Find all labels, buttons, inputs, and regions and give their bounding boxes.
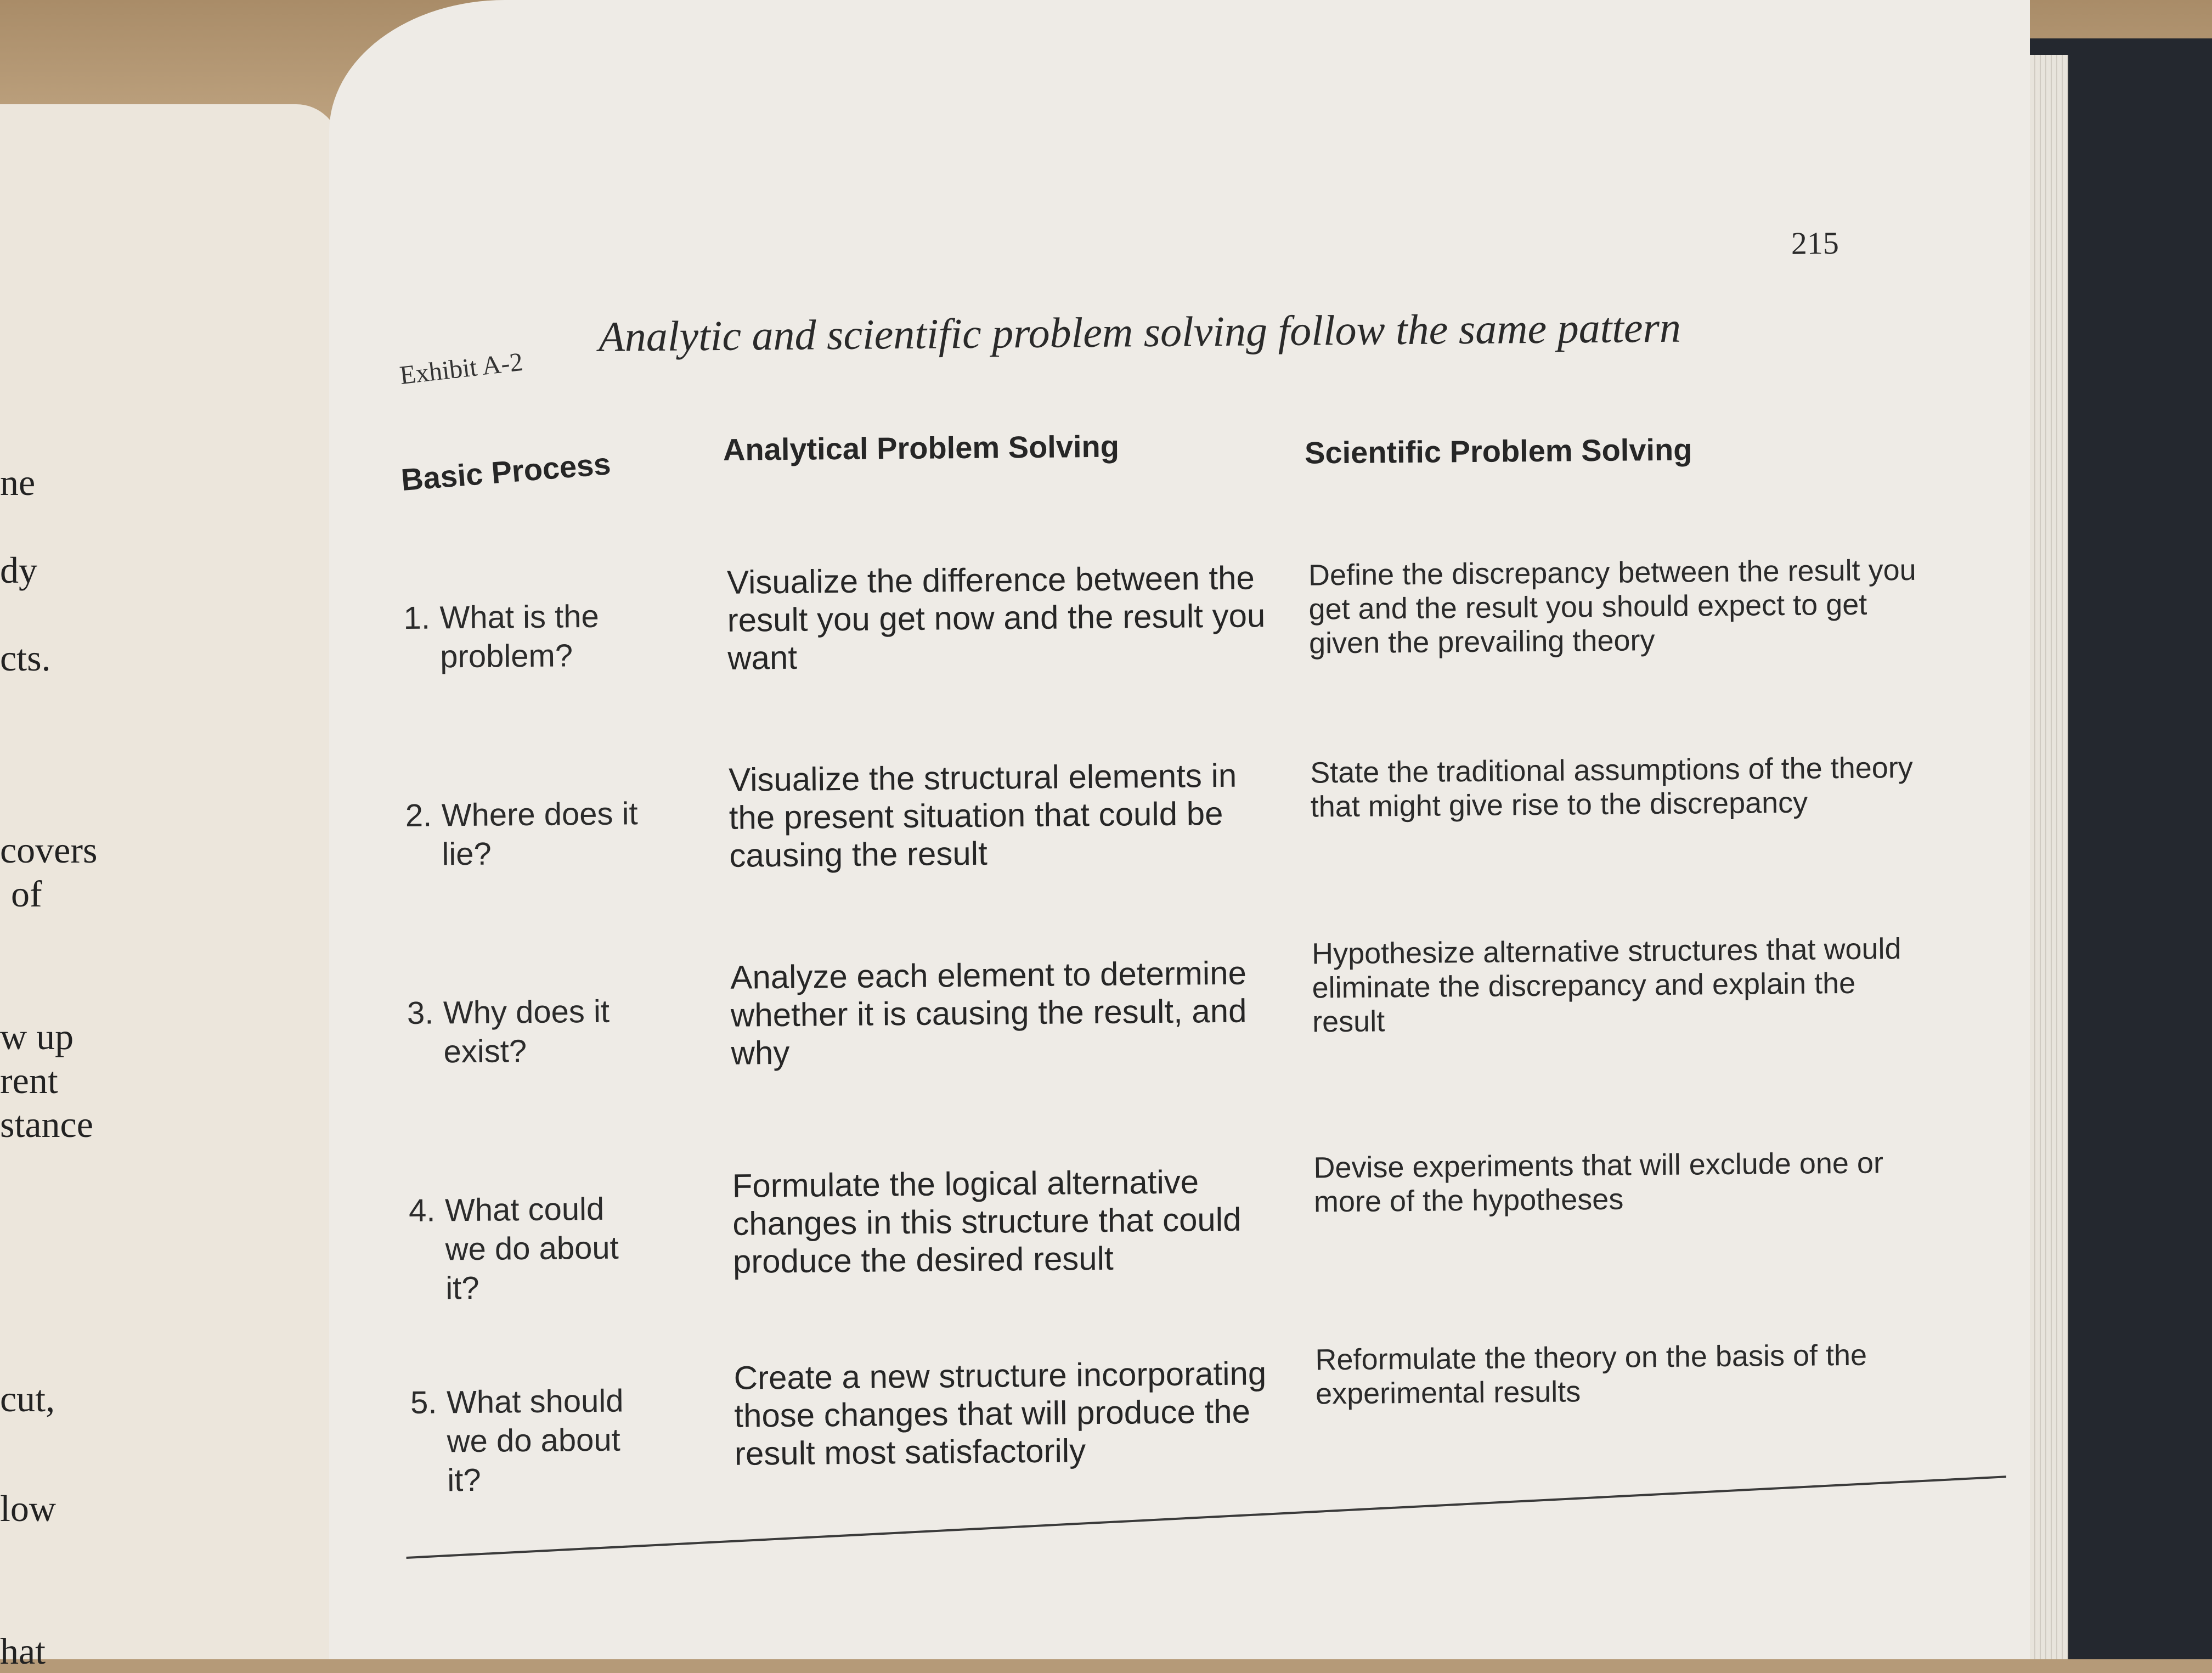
table-row — [382, 1338, 1940, 1498]
basic-process-step — [403, 597, 667, 677]
scientific-cell: Reformulate the theory on the basis of the experimental results — [1315, 1338, 1867, 1411]
column-header-analytical: Analytical Problem Solving — [723, 429, 1120, 467]
left-page-text: rent — [0, 1060, 58, 1101]
scientific-cell: State the traditional assumptions of the theory that might give rise to the discrepancy — [1310, 751, 1914, 824]
left-page-text: dy — [0, 549, 37, 591]
step-number: 4. — [408, 1192, 436, 1229]
analytical-cell: Formulate the logical alternative changes in this structure that could produce the desired result — [732, 1163, 1242, 1280]
left-page-text: ne — [0, 461, 36, 503]
exhibit-label: Exhibit A-2 — [398, 347, 524, 390]
step-question: Why does it exist? — [443, 993, 610, 1070]
step-question: What could we do about it? — [444, 1191, 619, 1306]
step-question: What is the problem? — [439, 598, 600, 675]
step-question: What should we do about it? — [446, 1383, 624, 1498]
left-page-text: stance — [0, 1103, 93, 1145]
left-page-text: low — [0, 1488, 56, 1529]
step-number: 1. — [403, 600, 431, 636]
left-page-text: hat — [0, 1630, 46, 1672]
left-page-text: cut, — [0, 1378, 55, 1419]
left-page-text: w up — [0, 1016, 74, 1057]
step-number: 5. — [410, 1384, 437, 1421]
scientific-cell: Hypothesize alternative structures that would eliminate the discrepancy and explain the result — [1311, 932, 1901, 1039]
basic-process-step — [409, 1190, 673, 1308]
analytical-cell: Visualize the structural elements in the present situation that could be causing the result — [728, 757, 1237, 874]
exhibit-sheet — [373, 191, 1943, 1587]
left-page-text: covers — [0, 829, 98, 871]
column-header-scientific: Scientific Problem Solving — [1304, 432, 1692, 470]
table-row — [379, 932, 1937, 1072]
column-header-basic-process: Basic Process — [399, 446, 612, 497]
table-row — [377, 751, 1936, 874]
table-row — [381, 1146, 1939, 1306]
scientific-cell: Devise experiments that will exclude one or more of the hypotheses — [1313, 1146, 1884, 1219]
analytical-cell: Analyze each element to determine whether it is causing the result, and why — [730, 954, 1247, 1072]
basic-process-step — [410, 1382, 675, 1500]
basic-process-step — [407, 992, 671, 1072]
exhibit-title: Analytic and scientific problem solving follow the same pattern — [598, 303, 1681, 360]
step-number: 3. — [407, 995, 434, 1031]
left-page — [0, 104, 340, 1672]
basic-process-step — [405, 795, 669, 875]
analytical-cell: Visualize the difference between the result you get now and the result you want — [726, 559, 1266, 677]
step-number: 2. — [405, 797, 432, 833]
scientific-cell: Define the discrepancy between the result you get and the result you should expect to get given the prevailing theory — [1308, 553, 1916, 660]
left-page-text: cts. — [0, 637, 51, 679]
analytical-cell: Create a new structure incorporating those changes that will produce the result most satisfactorily — [733, 1355, 1267, 1472]
page-number: 215 — [1791, 225, 1839, 261]
step-question: Where does it lie? — [441, 796, 638, 872]
table-row — [376, 553, 1934, 677]
left-page-text: of — [11, 873, 42, 915]
